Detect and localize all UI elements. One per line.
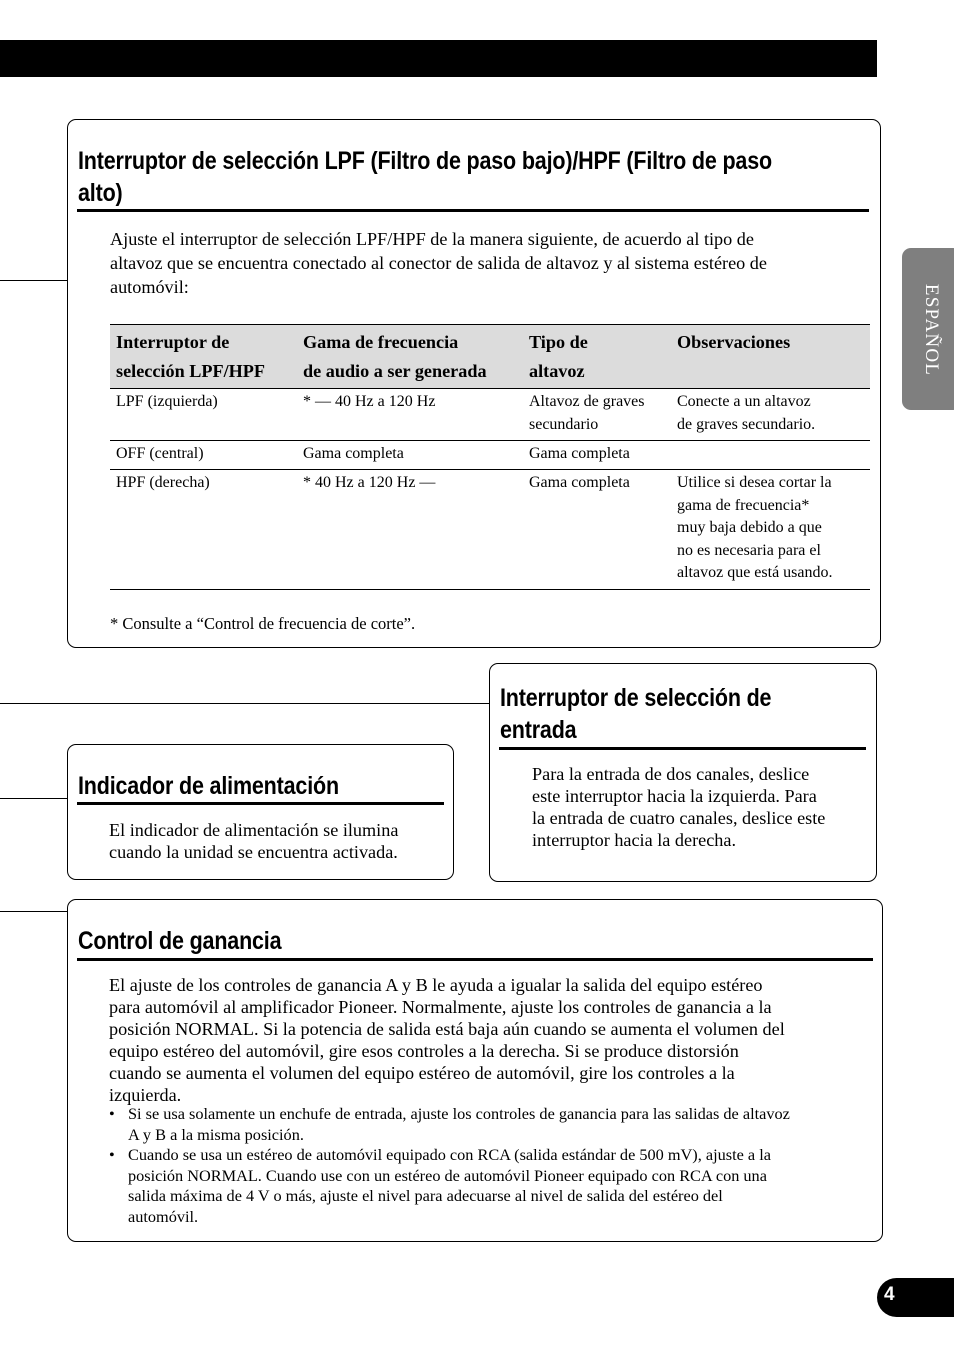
table-header-switch: Interruptor de selección LPF/HPF xyxy=(116,332,265,381)
page-number-tab xyxy=(877,1278,954,1317)
gain-control-body: El ajuste de los controles de ganancia A y B le ayuda a igualar la salida del equipo estéreo para automóvil al amplificador Pioneer. Normalmente, ajuste los controles de ganancia a la posición NORMAL. Si la potencia de salida está baja aún cuando se aumenta el volumen del equipo estéreo del automóvil, gire esos controles a la derecha. Si se produce distorsión cuando se aumenta el volumen del equipo estéreo de automóvil, gire los controles a la izquierda. xyxy=(109,975,785,1105)
table-row-3-observations: Utilice si desea cortar la gama de frecuencia* muy baja debido a que no es necesaria para el altavoz que está usando. xyxy=(677,474,833,581)
table-header-observations: Observaciones xyxy=(677,332,791,352)
table-row-1-observations: Conecte a un altavoz de graves secundario. xyxy=(677,393,816,433)
table-row-1-type: Altavoz de graves secundario xyxy=(529,393,645,433)
callout-line-lpf xyxy=(0,280,68,281)
bullet-marker: • xyxy=(109,1145,115,1164)
lpf-intro-line1: Ajuste el interruptor de selección LPF/HPF de la manera siguiente, de acuerdo al tipo de xyxy=(110,229,754,249)
language-tab-label: ESPAÑOL xyxy=(921,283,942,377)
input-selector-title-line2: entrada xyxy=(500,716,577,744)
list-item: • Cuando se usa un estéreo de automóvil equipado con RCA (salida estándar de 500 mV), ajuste a la posición NORMAL. Cuando use con un estéreo de automóvil Pioneer equipado con RCA con una salida máxima de 4 V o más, ajuste el nivel para adecuarse al nivel de salida del estéreo del automóvil. xyxy=(109,1145,771,1226)
lpf-hpf-title-line1: Interruptor de selección LPF (Filtro de paso bajo)/HPF (Filtro de paso xyxy=(78,147,772,175)
table-row-2-range: Gama completa xyxy=(303,445,404,462)
callout-line-input xyxy=(0,703,490,704)
power-indicator-title-rule xyxy=(77,802,444,805)
table-row-1-range: * — 40 Hz a 120 Hz xyxy=(303,393,436,410)
table-rule xyxy=(110,440,870,441)
lpf-intro-line3: automóvil: xyxy=(110,277,189,297)
power-indicator-title: Indicador de alimentación xyxy=(78,772,339,800)
callout-line-power xyxy=(0,798,68,799)
bullet-marker: • xyxy=(109,1104,115,1123)
table-row-2-type: Gama completa xyxy=(529,445,630,462)
table-rule xyxy=(110,388,870,389)
gain-control-title-rule xyxy=(77,958,873,961)
lpf-hpf-title-line2: alto) xyxy=(78,179,123,207)
input-selector-body: Para la entrada de dos canales, deslice este interruptor hacia la izquierda. Para la entrada de cuatro canales, deslice este interruptor hacia la derecha. xyxy=(532,764,826,850)
table-bottom-rule xyxy=(110,589,870,590)
input-selector-title-line1: Interruptor de selección de xyxy=(500,684,772,712)
header-bar xyxy=(0,40,877,77)
table-row-2-switch: OFF (central) xyxy=(116,445,204,462)
callout-line-gain xyxy=(0,911,68,912)
lpf-intro-line2: altavoz que se encuentra conectado al conector de salida de altavoz y al sistema estéreo de xyxy=(110,253,767,273)
table-row-3-range: * 40 Hz a 120 Hz — xyxy=(303,474,436,491)
page-number: 4 xyxy=(884,1284,895,1305)
table-rule xyxy=(110,469,870,470)
input-selector-title-rule xyxy=(499,747,866,750)
table-header-type: Tipo de altavoz xyxy=(529,332,588,381)
list-item: • Si se usa solamente un enchufe de entrada, ajuste los controles de ganancia para las salidas de altavoz A y B a la misma posición. xyxy=(109,1104,790,1144)
table-row-1-switch: LPF (izquierda) xyxy=(116,393,218,410)
gain-control-bullets xyxy=(109,1104,877,1227)
lpf-hpf-title-rule xyxy=(77,209,869,212)
table-header-range: Gama de frecuencia de audio a ser generada xyxy=(303,332,487,381)
table-row-3-type: Gama completa xyxy=(529,474,630,491)
gain-control-title: Control de ganancia xyxy=(78,927,282,955)
power-indicator-body: El indicador de alimentación se ilumina cuando la unidad se encuentra activada. xyxy=(109,820,399,862)
lpf-footnote: * Consulte a “Control de frecuencia de corte”. xyxy=(110,614,416,633)
table-row-3-switch: HPF (derecha) xyxy=(116,474,210,491)
